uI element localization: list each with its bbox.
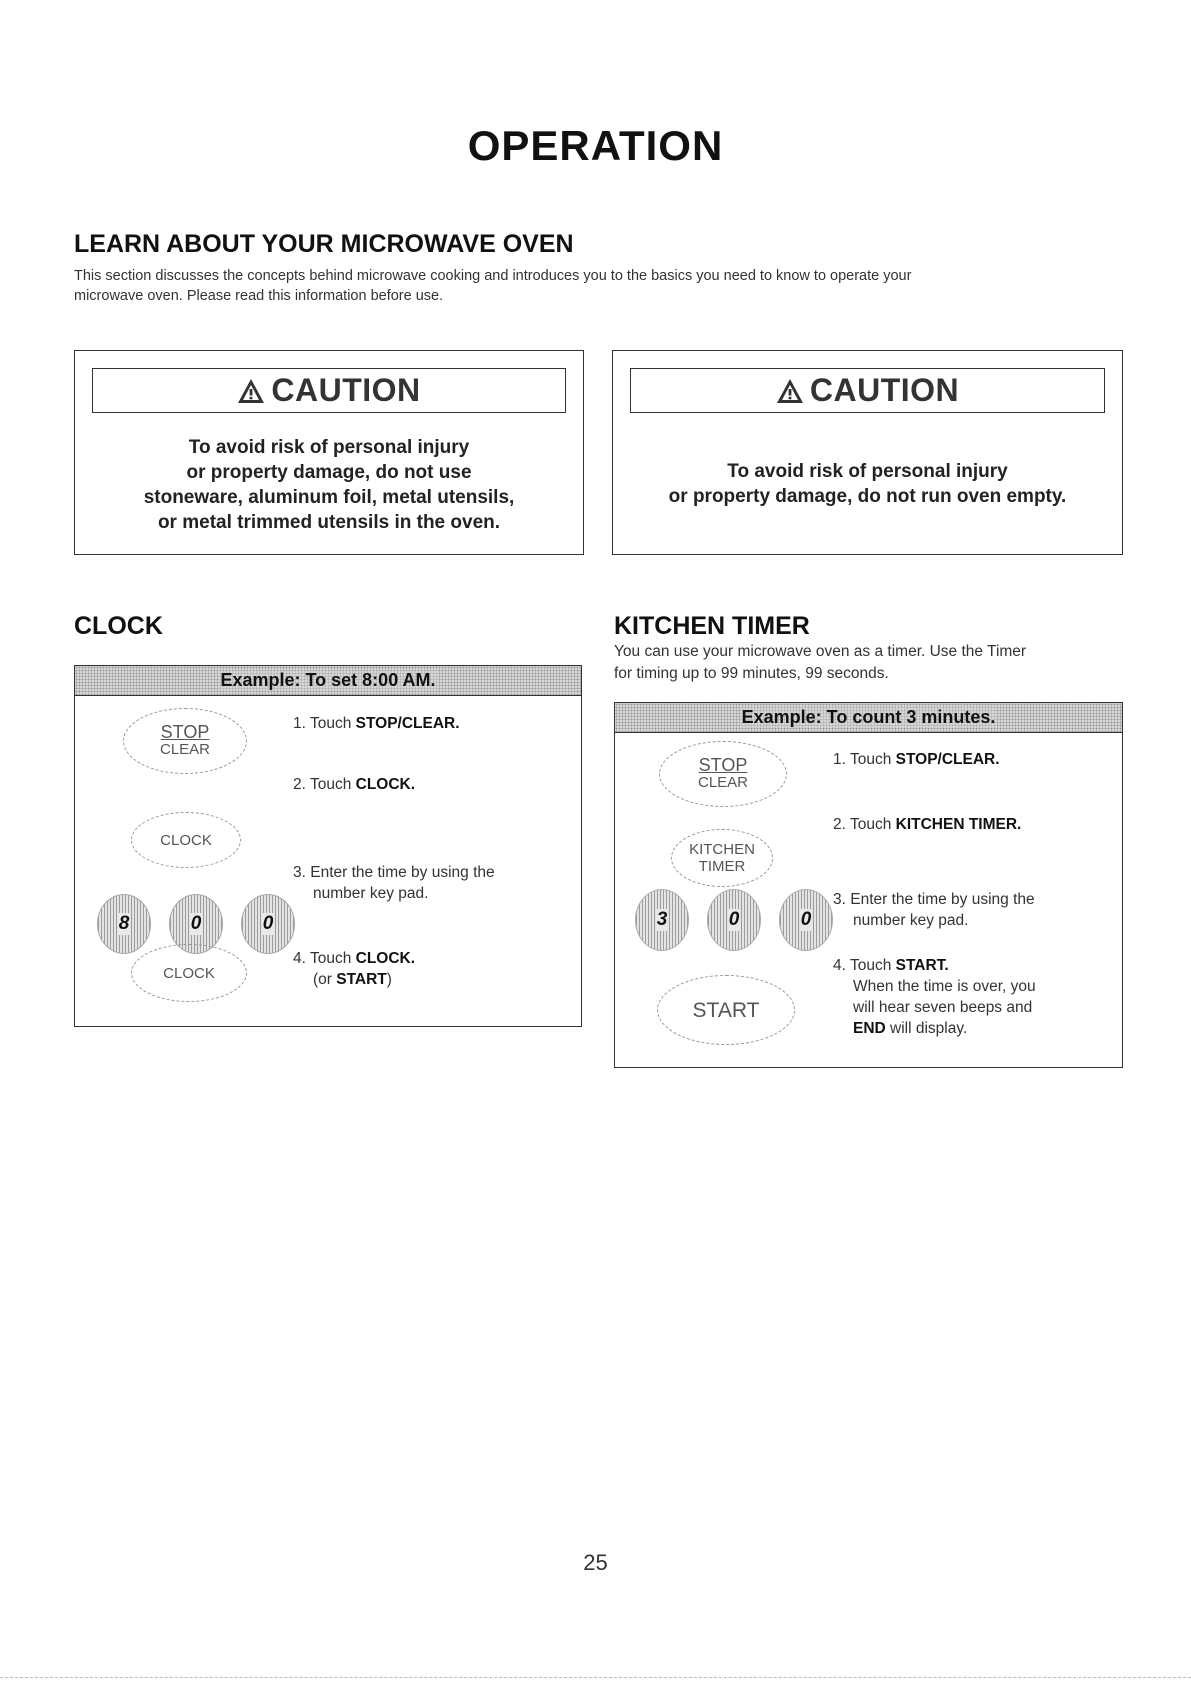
clock-step-1-key: STOP/CLEAR. <box>355 715 460 732</box>
timer-step-3-line-1: 3. Enter the time by using the <box>833 891 1035 908</box>
number-key-8-label: 8 <box>118 913 130 934</box>
caution-banner-right <box>630 368 1105 413</box>
timer-step-2 <box>833 814 1021 835</box>
clock-step-4-start: START <box>336 971 387 988</box>
bottom-rule <box>0 1677 1191 1678</box>
caution-right-line-1: To avoid risk of personal injury <box>727 461 1008 482</box>
timer-example-box <box>614 702 1123 1068</box>
timer-step-2-key: KITCHEN TIMER. <box>895 816 1022 833</box>
clock-key-label: CLOCK <box>163 964 215 982</box>
caution-right-line-2: or property damage, do not run oven empty. <box>668 486 1067 507</box>
clock-step-3-line-1: 3. Enter the time by using the <box>293 864 495 881</box>
clock-heading: CLOCK <box>74 612 163 640</box>
number-key-0[interactable] <box>707 889 761 951</box>
clock-key-label: CLOCK <box>160 831 212 849</box>
timer-step-1-key: STOP/CLEAR. <box>895 751 1000 768</box>
stop-key-label: STOP <box>160 722 210 742</box>
learn-intro-line-2: microwave oven. Please read this information before use. <box>74 288 444 304</box>
timer-step-1-text: 1. Touch <box>833 751 896 768</box>
timer-step-3 <box>833 889 1035 931</box>
timer-example-bar <box>615 703 1122 733</box>
clear-key-label: CLEAR <box>697 774 749 791</box>
clock-step-3-line-2: number key pad. <box>313 885 429 902</box>
caution-box-left <box>74 350 584 555</box>
timer-step-4-text: 4. Touch <box>833 957 896 974</box>
number-key-0[interactable] <box>241 894 295 954</box>
start-key-label: START <box>692 998 760 1022</box>
caution-text-right <box>613 459 1122 509</box>
number-key-0-label: 0 <box>190 913 202 934</box>
timer-step-4-line-3: will hear seven beeps and <box>853 999 1033 1016</box>
caution-title-left: CAUTION <box>271 372 421 408</box>
clear-key-label: CLEAR <box>159 741 211 758</box>
timer-step-4-key: START. <box>895 957 949 974</box>
number-key-0[interactable] <box>779 889 833 951</box>
timer-step-4-line-2: When the time is over, you <box>853 978 1036 995</box>
timer-step-2-text: 2. Touch <box>833 816 896 833</box>
stop-key-label: STOP <box>698 755 748 775</box>
timer-step-4 <box>833 955 1036 1039</box>
learn-intro <box>74 266 1154 306</box>
timer-intro <box>614 641 1026 685</box>
clock-example-title: Example: To set 8:00 AM. <box>220 670 436 690</box>
kitchen-key-label: KITCHEN <box>689 841 755 858</box>
caution-left-line-1: To avoid risk of personal injury <box>188 437 470 458</box>
caution-left-line-2: or property damage, do not use <box>186 462 472 483</box>
warning-icon <box>776 378 804 404</box>
number-key-0-label: 0 <box>800 909 812 930</box>
caution-left-line-4: or metal trimmed utensils in the oven. <box>157 512 501 533</box>
clock-step-4-or: (or <box>313 971 337 988</box>
start-key[interactable] <box>657 975 795 1045</box>
page-number: 25 <box>583 1550 608 1575</box>
clock-example-bar <box>75 666 581 696</box>
stop-clear-key[interactable] <box>659 741 787 807</box>
timer-step-3-line-2: number key pad. <box>853 912 969 929</box>
clock-step-2-key: CLOCK. <box>355 776 416 793</box>
clock-step-2 <box>293 774 415 795</box>
timer-step-4-end: END <box>853 1020 886 1037</box>
learn-intro-line-1: This section discusses the concepts behind microwave cooking and introduces you to the basics you need to know to operate your <box>74 268 912 284</box>
timer-intro-line-2: for timing up to 99 minutes, 99 seconds. <box>614 665 889 682</box>
clock-key[interactable] <box>131 944 247 1002</box>
timer-example-title: Example: To count 3 minutes. <box>741 707 996 727</box>
number-key-3[interactable] <box>635 889 689 951</box>
caution-left-line-3: stoneware, aluminum foil, metal utensils, <box>143 487 515 508</box>
clock-step-4-close: ) <box>386 971 392 988</box>
learn-heading: LEARN ABOUT YOUR MICROWAVE OVEN <box>74 230 574 258</box>
clock-example-box <box>74 665 582 1027</box>
clock-step-4-text: 4. Touch <box>293 950 356 967</box>
caution-title-right: CAUTION <box>809 372 960 408</box>
timer-heading: KITCHEN TIMER <box>614 612 810 640</box>
clock-step-2-text: 2. Touch <box>293 776 356 793</box>
number-key-8[interactable] <box>97 894 151 954</box>
clock-step-1 <box>293 713 460 734</box>
timer-key-label: TIMER <box>698 858 746 875</box>
clock-key[interactable] <box>131 812 241 868</box>
caution-banner-left <box>92 368 566 413</box>
clock-step-3 <box>293 862 495 904</box>
timer-step-4-line-4: will display. <box>885 1020 968 1037</box>
caution-text-left <box>75 435 583 535</box>
number-key-3-label: 3 <box>656 909 668 930</box>
caution-box-right <box>612 350 1123 555</box>
number-key-0-label: 0 <box>262 913 274 934</box>
warning-icon <box>237 378 265 404</box>
timer-intro-line-1: You can use your microwave oven as a timer. Use the Timer <box>614 643 1027 660</box>
timer-step-1 <box>833 749 1000 770</box>
stop-clear-key[interactable] <box>123 708 247 774</box>
clock-step-4 <box>293 948 415 990</box>
kitchen-timer-key[interactable] <box>671 829 773 887</box>
page-title: OPERATION <box>467 122 724 169</box>
number-key-0-label: 0 <box>728 909 740 930</box>
clock-step-1-text: 1. Touch <box>293 715 356 732</box>
clock-step-4-key: CLOCK. <box>355 950 416 967</box>
